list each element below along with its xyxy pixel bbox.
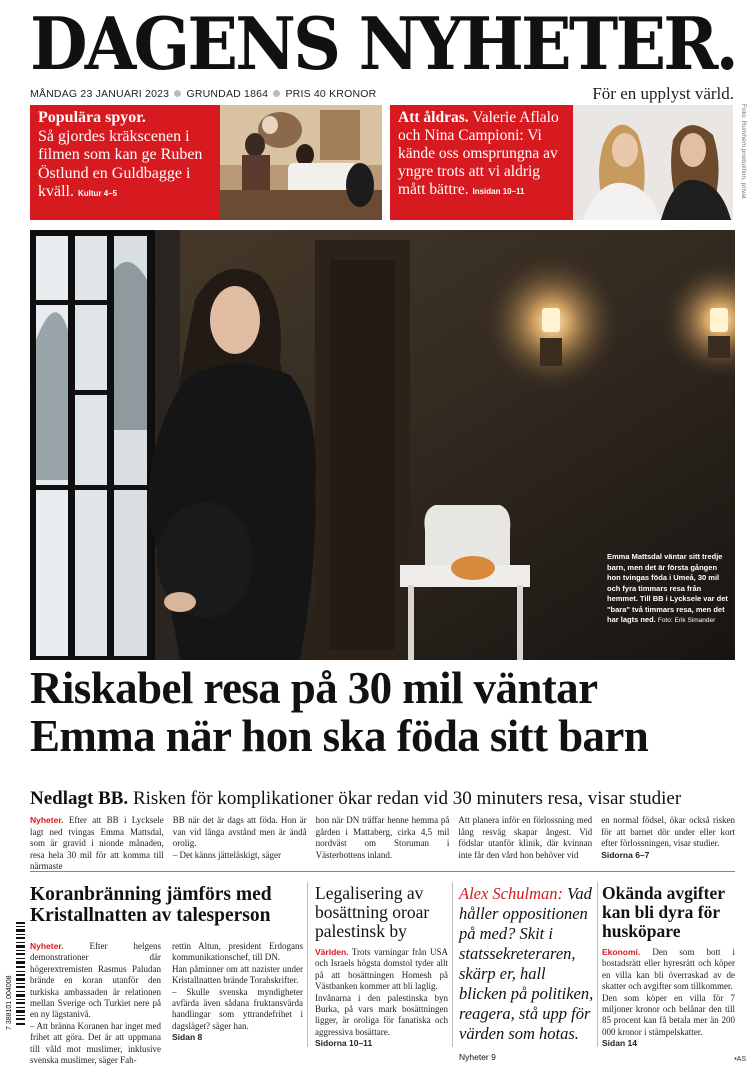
- column-text: BB när det är dags att föda. Hon är van vid långa avstånd men är ändå orolig. – Det känns jätteläskigt, säger: [172, 815, 307, 860]
- story-koran-col2: [172, 941, 303, 1044]
- story-title: Legalisering av bosättning oroar palestinsk by: [315, 883, 430, 941]
- story-title: Okända avgifter kan bli dyra för husköpare: [602, 883, 725, 941]
- teaser-insidan[interactable]: [390, 105, 573, 220]
- section-ref[interactable]: Sidorna 6–7: [601, 849, 650, 860]
- story-koran-col1: [30, 941, 161, 1066]
- subhead-text: Risken för komplikationer ökar redan vid 30 minuters resa, visar studier: [132, 788, 682, 809]
- teaser-text: Valerie Aflalo och Nina Campioni: Vi kände oss omsprungna av yngre trots att vi aldrig mått bättre.: [398, 109, 559, 198]
- teaser-kicker: Populära spyor.: [38, 109, 146, 126]
- subhead: [30, 787, 736, 811]
- teaser-text: Så gjordes kräkscenen i filmen som kan ge Ruben Östlund en Guldbagge i kväll.: [38, 127, 203, 200]
- headline-line-2: Emma när hon ska föda sitt barn: [30, 711, 649, 761]
- caption-text: Emma Mattsdal väntar sitt tredje barn, men det är första gången hon tvingas föda i Umeå, 30 mil och fyra timmars resa från hemmet. Till BB i Lycksele var det "bara" två timmars resa, men det har lagts ned.: [607, 552, 728, 624]
- body-column: [601, 815, 735, 873]
- date: MÅNDAG 23 JANUARI 2023: [30, 88, 170, 100]
- section-label: Nyheter.: [30, 941, 64, 951]
- headline-line-1: Riskabel resa på 30 mil väntar: [30, 663, 598, 713]
- founded: GRUNDAD 1864: [186, 88, 269, 100]
- section-ref[interactable]: Nyheter 9: [459, 1052, 496, 1062]
- barcode: [5, 920, 27, 1030]
- separator-dot: [273, 90, 280, 97]
- price: PRIS 40 KRONOR: [285, 88, 377, 100]
- column-divider: [597, 882, 598, 1047]
- story-schulman[interactable]: [459, 884, 594, 1062]
- two-women-photo: [573, 105, 733, 220]
- film-scene-photo: [220, 105, 382, 220]
- barcode-number: 7 388101 004008: [6, 975, 13, 1030]
- column-text: Efter att BB i Lycksele lagt ned tvingas Emma Mattsdal, som är gravid i nionde månaden, resa hela 30 mil för att komma till närmaste: [30, 815, 164, 871]
- teaser-kultur-image[interactable]: [220, 105, 382, 220]
- tagline: För en upplyst värld.: [592, 84, 734, 103]
- separator-dot: [174, 90, 181, 97]
- teaser-kicker: Att åldras.: [398, 109, 469, 126]
- photo-credit: Foto: Erik Simander: [657, 617, 716, 624]
- column-text: en normal födsel, ökar också risken för att barnet dör under eller kort efter förlossningen, visar studier.: [601, 815, 735, 848]
- dateline: [30, 88, 376, 100]
- body-column: [173, 815, 307, 873]
- column-text: hon när DN träffar henne hemma på gården i Mattaberg, cirka 4,5 mil nordväst om Storuman i Västerbottens inland.: [315, 815, 450, 860]
- story-title: Koranbränning jämförs med Kristallnatten av talesperson: [30, 884, 272, 926]
- column-text: Att planera inför en förlossning med lång resväg skapar ångest. Vid födslar utanför klinik, där kvinnan inte får den vård hon behöver vid: [458, 815, 593, 860]
- section-label: Nyheter.: [30, 815, 64, 825]
- teaser-insidan-image[interactable]: [573, 105, 733, 220]
- body-column: [458, 815, 592, 873]
- story-avgifter[interactable]: [602, 884, 735, 1050]
- section-ref[interactable]: Sidan 14: [602, 1038, 637, 1049]
- body-column: [30, 815, 164, 873]
- column-divider: [307, 882, 308, 1047]
- story-text: Den som bott i bostadsrätt eller hyresrätt och köper en villa kan bli överraskad av de skatter och avgifter som tillkommer. Den som köper en villa för 7 miljoner kronor och belånar den till 85 procent kan få betala mer än 200 000 kronor i stämpelskatter.: [602, 947, 736, 1037]
- column-author: Alex Schulman:: [459, 884, 564, 903]
- story-koran[interactable]: [30, 884, 300, 926]
- column-text: Vad håller oppositionen på med? Skit i statssekreteraren, skärp er, hall blicken på politiken, reagera, stå upp för värden som hotas.: [459, 884, 594, 1043]
- divider: [30, 871, 735, 872]
- teaser-ref: Insidan 10–11: [472, 187, 525, 196]
- section-label: Ekonomi.: [602, 947, 641, 957]
- story-palestina[interactable]: [315, 884, 448, 1050]
- column-text: rettin Altun, president Erdogans kommunikationschef, till DN. Han påminner om att nazister under Kristallnatten brände Torahskrifter. – Skulle svenska myndigheter avfärda även sådana fruktansvärda handlingar som yttrandefrihet i dagsläget? säger han.: [172, 941, 303, 1031]
- subhead-kicker: Nedlagt BB.: [30, 788, 129, 809]
- section-label: Världen.: [315, 947, 349, 957]
- teaser-ref: Kultur 4–5: [78, 189, 118, 198]
- photo-caption: [607, 552, 732, 627]
- main-headline[interactable]: [30, 664, 736, 760]
- side-photo-credit: Foto: Rumhem produktion, privat: [740, 104, 747, 199]
- footer-mark: •AS: [734, 1056, 746, 1063]
- section-ref[interactable]: Sidan 8: [172, 1032, 203, 1043]
- section-ref[interactable]: Sidorna 10–11: [315, 1038, 373, 1049]
- main-story-body: [30, 815, 735, 873]
- column-text: Efter helgens demonstrationer där högerextremisten Rasmus Paludan brände en koran utanför den turkiska ambassaden är relationen mellan Sverige och Turkiet nere på en ny lägstanivå. – Att bränna Koranen har inget med frihet att göra. Det är att uppmana till våld mot muslimer, inklusive svenska muslimer, säger Fah-: [30, 941, 161, 1066]
- column-divider: [452, 882, 453, 1047]
- body-column: [316, 815, 450, 873]
- teaser-kultur[interactable]: [30, 105, 220, 220]
- story-text: Trots varningar från USA och Israels högsta domstol tyder allt på att bosättningen Homesh på Västbanken kommer att bli laglig. Invånarna i den palestinska byn Burka, på vars mark bosättningen ligger, är oroliga för fanatiska och aggressiva bosättare.: [315, 947, 448, 1037]
- masthead-title: DAGENS NYHETER.: [30, 1, 737, 86]
